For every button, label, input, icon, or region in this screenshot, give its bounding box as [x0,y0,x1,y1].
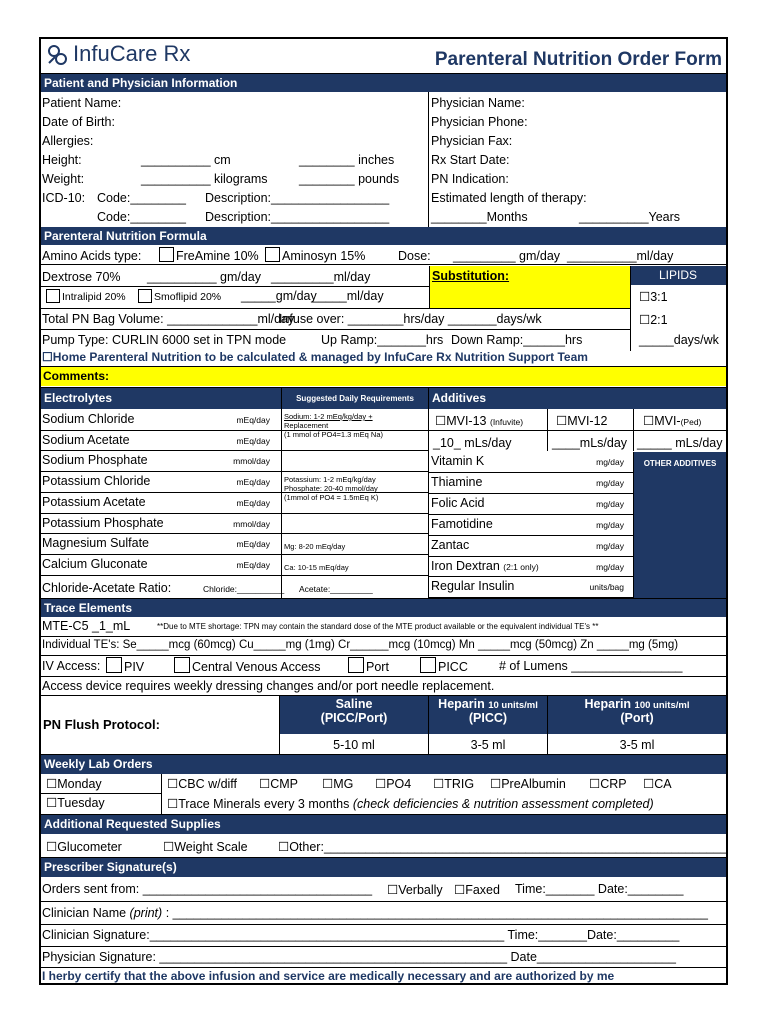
row-divider [41,575,429,576]
amino-acids-label: Amino Acids type: [42,249,142,263]
trace-minerals-checkbox[interactable]: ☐Trace Minerals every 3 months (check deficiencies & nutrition assessment completed) [167,797,654,811]
aminosyn-option[interactable]: Aminosyn 15% [265,247,365,263]
row-divider [41,533,429,534]
brand-name: InfuCare Rx [73,41,191,66]
access-device-note: Access device requires weekly dressing changes and/or port needle replacement. [42,679,495,693]
iv-access-label: IV Access: [42,659,101,673]
mviped-dose[interactable]: _____ mLs/day [637,436,723,450]
port-option[interactable]: Port [348,657,389,674]
suggested-requirements-header: Suggested Daily Requirements [282,388,428,409]
row-divider [429,472,634,473]
lipid-gm-field[interactable]: _____gm/day [241,289,317,303]
icd-desc-1[interactable]: Description:_________________ [205,191,390,205]
prealbumin-checkbox[interactable]: ☐PreAlbumin [490,777,566,791]
electrolyte-name: Sodium Phosphate [42,453,148,468]
certification-statement: I herby certify that the above infusion and service are medically necessary and are authorized by me [42,969,615,983]
substitution-box[interactable] [429,266,631,308]
lumens-field[interactable]: # of Lumens ________________ [499,659,683,673]
other-additives-label: OTHER ADDITIVES [643,459,717,468]
row-divider [429,493,634,494]
electrolyte-name: Potassium Chloride [42,474,151,489]
other-additives-panel[interactable] [634,452,726,598]
tuesday-checkbox[interactable]: ☐Tuesday [46,796,105,810]
mte-dose-field[interactable]: MTE-C5 _1_mL [42,619,131,633]
lipid-days-field[interactable]: _____days/wk [639,333,719,347]
dextrose-ml-field[interactable]: _________ml/day [271,270,371,284]
weight-lb-field[interactable]: ________ pounds [299,172,400,186]
pn-indication-label[interactable]: PN Indication: [431,172,509,186]
pump-type-label: Pump Type: CURLIN 6000 set in TPN mode [42,333,287,347]
pn-flush-label: PN Flush Protocol: [43,717,160,732]
electrolyte-name: Magnesium Sulfate [42,536,150,551]
row-divider [429,556,634,557]
substitution-label: Substitution: [432,269,510,283]
additive-name: Vitamin K [431,454,485,468]
row-divider [41,554,429,555]
weight-label: Weight: [42,172,85,186]
orders-sent-field[interactable]: Orders sent from: _________________________________ [42,882,373,896]
sodium-requirement-note: Sodium: 1-2 mEq/kg/day + Replacement (1 mmol of PO4=1.3 mEq Na) [284,412,383,439]
physician-signature-field[interactable]: Physician Signature: __________________________________________________ Date____________________ [42,950,676,964]
patient-name-label[interactable]: Patient Name: [42,96,122,110]
additive-unit[interactable]: mg/day [596,561,624,572]
mg-requirement-note: Mg: 8-20 mEq/day [284,542,346,551]
electrolyte-name: Sodium Acetate [42,432,130,447]
additive-unit[interactable]: mg/day [596,519,624,530]
weight-scale-checkbox[interactable]: ☐Weight Scale [163,840,248,854]
clinician-signature-field[interactable]: Clinician Signature:___________________________________________________ Time:_______Date:_________ [42,928,680,942]
chloride-ratio-label: Chloride-Acetate Ratio: [42,581,172,595]
icd-code-2[interactable]: Code:________ [97,210,186,224]
dose-gm-field[interactable]: _________ gm/day [453,249,561,263]
monday-checkbox[interactable]: ☐Monday [46,777,102,791]
additive-unit[interactable]: mg/day [596,540,624,551]
piv-option[interactable]: PIV [106,657,144,674]
dextrose-label: Dextrose 70% [42,270,121,284]
ratio-2-1-checkbox[interactable]: ☐2:1 [639,313,668,327]
electrolyte-unit[interactable]: mEq/day [236,559,270,570]
rx-start-label[interactable]: Rx Start Date: [431,153,510,167]
icd-label: ICD-10: [42,191,86,205]
orders-time-date-field[interactable]: Time:_______ Date:________ [515,882,684,896]
clinician-name-field[interactable]: Clinician Name (print) : _____________________________________________________________________________ [42,906,708,920]
weight-kg-field[interactable]: __________ kilograms [141,172,268,186]
checkbox-icon [46,289,60,303]
electrolyte-name: Potassium Acetate [42,494,146,509]
smoflipid-option[interactable]: Smoflipid 20% [138,289,221,303]
electrolyte-unit[interactable]: mEq/day [236,415,270,425]
comments-label: Comments: [43,369,110,383]
checkbox-icon [265,247,280,262]
electrolyte-name: Potassium Phosphate [42,515,164,530]
mvi13-checkbox[interactable]: ☐MVI-13 (Infuvite) [435,414,524,428]
electrolyte-unit[interactable]: mmol/day [233,456,270,467]
section-weekly-labs: Weekly Lab Orders [41,755,726,774]
checkbox-icon [106,657,122,673]
checkbox-icon [174,657,190,673]
trig-checkbox[interactable]: ☐TRIG [433,777,475,791]
allergies-label[interactable]: Allergies: [42,134,94,148]
verbally-checkbox[interactable]: ☐Verbally [387,883,443,897]
est-length-label: Estimated length of therapy: [431,191,587,205]
heparin-10-volume: 3-5 ml [470,738,506,752]
icd-code-1[interactable]: Code:________ [97,191,186,205]
heparin-100-header: Heparin 100 units/ml (Port) [548,696,726,734]
electrolyte-unit[interactable]: mmol/day [233,518,270,529]
heparin-10-header: Heparin 10 units/ml (PICC) [429,696,547,734]
height-label: Height: [42,153,82,167]
acetate-field[interactable]: Acetate:_________ [299,584,373,594]
dextrose-gm-field[interactable]: __________ gm/day [147,270,261,284]
electrolyte-name: Sodium Chloride [42,412,135,426]
electrolyte-unit[interactable]: mEq/day [236,539,270,550]
comments-box[interactable] [41,367,726,386]
infuse-over-field[interactable]: Infuse over: ________hrs/day _______days/wk [279,312,542,326]
years-field[interactable]: __________Years [579,210,681,224]
up-ramp-field[interactable]: Up Ramp:_______hrs [321,333,444,347]
central-venous-option[interactable]: Central Venous Access [174,657,321,674]
checkbox-icon [420,657,436,673]
home-pn-checkbox[interactable]: ☐Home Parenteral Nutrition to be calculated & managed by InfuCare Rx Nutrition Support Team [42,350,588,364]
dose-ml-field[interactable]: __________ml/day [567,249,674,263]
height-in-field[interactable]: ________ inches [299,153,395,167]
section-supplies: Additional Requested Supplies [41,815,726,834]
potassium-requirement-note: Potassium: 1-2 mEq/kg/day Phosphate: 20-40 mmol/day (1mmol of PO4 = 1.5mEq K) [284,475,379,502]
lipids-header: LIPIDS [630,266,726,285]
cmp-checkbox[interactable]: ☐CMP [259,777,298,791]
additive-name: Regular Insulin [431,579,515,594]
ca-requirement-note: Ca: 10-15 mEq/day [284,563,349,572]
mvi12-dose[interactable]: ____mLs/day [552,436,628,450]
physician-phone-label[interactable]: Physician Phone: [431,115,528,129]
additive-unit[interactable]: mg/day [596,477,624,488]
other-supplies-field[interactable]: ☐Other:__________________________________________________________ [278,840,728,854]
section-signatures: Prescriber Signature(s) [41,858,726,877]
infucare-logo-icon [45,43,71,69]
checkbox-icon [348,657,364,673]
row-divider [429,514,634,515]
icd-desc-2[interactable]: Description:_________________ [205,210,390,224]
checkbox-icon [138,289,152,303]
months-field[interactable]: ________Months [431,210,528,224]
crp-checkbox[interactable]: ☐CRP [589,777,627,791]
ca-checkbox[interactable]: ☐CA [643,777,672,791]
faxed-checkbox[interactable]: ☐Faxed [454,883,500,897]
saline-volume: 5-10 ml [333,738,375,752]
dob-label[interactable]: Date of Birth: [42,115,115,129]
checkbox-icon [159,247,174,262]
additive-unit[interactable]: mg/day [596,498,624,509]
cbc-checkbox[interactable]: ☐CBC w/diff [167,777,238,791]
chloride-field[interactable]: Chloride:__________ [203,584,285,594]
lipid-ml-field[interactable]: _____ml/day [312,289,384,303]
freamine-option[interactable]: FreAmine 10% [159,247,259,263]
section-electrolytes: Electrolytes [41,388,284,409]
po4-checkbox[interactable]: ☐PO4 [375,777,412,791]
picc-option[interactable]: PICC [420,657,468,674]
additive-name: Thiamine [431,474,483,489]
electrolyte-unit[interactable]: mEq/day [236,435,270,446]
mte-shortage-note: **Due to MTE shortage: TPN may contain the standard dose of the MTE product available or the equivalent individual TE's ** [157,622,599,631]
row-divider [41,471,429,472]
heparin-100-volume: 3-5 ml [619,738,655,752]
section-pn-formula: Parenteral Nutrition Formula [41,227,726,245]
row-divider [41,513,429,514]
additive-name: Folic Acid [431,495,485,510]
mvi13-dose[interactable]: _10_ mLs/day [433,436,512,450]
section-additives: Additives [429,388,726,409]
bag-volume-field[interactable]: Total PN Bag Volume: _____________ml/day [42,312,295,326]
dose-label: Dose: [398,249,431,263]
additive-unit[interactable]: units/bag [589,582,624,593]
physician-fax-label[interactable]: Physician Fax: [431,134,513,148]
mviped-checkbox[interactable]: ☐MVI-(Ped) [643,414,702,428]
glucometer-checkbox[interactable]: ☐Glucometer [46,840,122,854]
individual-te-fields[interactable]: Individual TE's: Se_____mcg (60mcg) Cu_____mg (1mg) Cr______mcg (10mcg) Mn _____mcg (50mcg) Zn _____mg (5mg) [42,639,679,651]
row-divider [41,450,429,451]
intralipid-option[interactable]: Intralipid 20% [46,289,126,303]
form-title: Parenteral Nutrition Order Form [434,49,722,70]
electrolyte-name: Calcium Gluconate [42,556,148,571]
mvi12-checkbox[interactable]: ☐MVI-12 [556,414,608,428]
section-trace-elements: Trace Elements [41,599,726,617]
electrolyte-unit[interactable]: mEq/day [236,497,270,508]
row-divider [429,576,634,577]
physician-name-label[interactable]: Physician Name: [431,96,525,110]
electrolyte-unit[interactable]: mEq/day [236,477,270,488]
additive-unit[interactable]: mg/day [596,457,624,467]
down-ramp-field[interactable]: Down Ramp:______hrs [451,333,583,347]
additive-name: Iron Dextran (2:1 only) [431,558,539,573]
mg-checkbox[interactable]: ☐MG [322,777,354,791]
saline-header: Saline (PICC/Port) [280,696,428,734]
height-cm-field[interactable]: __________ cm [141,153,231,167]
additive-name: Zantac [431,537,470,552]
order-form [39,37,728,985]
row-divider [429,535,634,536]
section-patient-info: Patient and Physician Information [41,74,726,92]
additive-name: Famotidine [431,516,493,531]
ratio-3-1-checkbox[interactable]: ☐3:1 [639,290,668,304]
